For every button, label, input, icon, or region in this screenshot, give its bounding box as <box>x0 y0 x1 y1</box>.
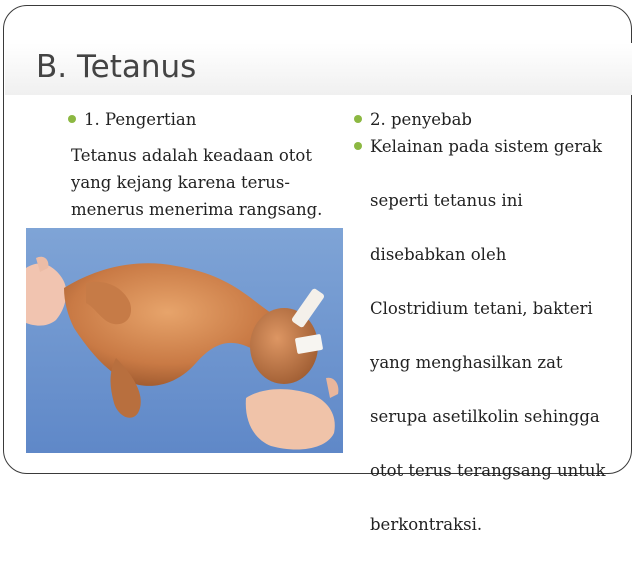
definition-line: yang kejang karena terus- <box>71 173 290 192</box>
cause-line: disebabkan oleh <box>370 245 507 264</box>
tetanus-photo <box>26 228 343 453</box>
left-column <box>68 106 338 223</box>
cause-line: berkontraksi. <box>370 515 483 534</box>
cause-line: seperti tetanus ini <box>370 191 523 210</box>
bullet-pengertian-label: 1. Pengertian <box>84 110 197 129</box>
cause-line: yang menghasilkan zat <box>370 353 563 372</box>
right-column <box>354 106 624 565</box>
cause-text <box>354 160 624 565</box>
bullet-penyebab-label: 2. penyebab <box>370 110 472 129</box>
bullet-dot-icon <box>354 115 362 123</box>
definition-line: Tetanus adalah keadaan otot <box>71 146 312 165</box>
bullet-kelainan-label: Kelainan pada sistem gerak <box>370 137 602 156</box>
definition-text <box>71 142 338 223</box>
bullet-penyebab <box>354 106 624 133</box>
cause-line: otot terus terangsang untuk <box>370 461 606 480</box>
definition-line: menerus menerima rangsang. <box>71 200 323 219</box>
cause-line: Clostridium tetani, bakteri <box>370 299 593 318</box>
cause-line: serupa asetilkolin sehingga <box>370 407 600 426</box>
slide-title: B. Tetanus <box>36 49 197 85</box>
bullet-kelainan <box>354 133 624 160</box>
bullet-dot-icon <box>68 115 76 123</box>
bullet-pengertian <box>68 106 338 133</box>
bullet-dot-icon <box>354 142 362 150</box>
